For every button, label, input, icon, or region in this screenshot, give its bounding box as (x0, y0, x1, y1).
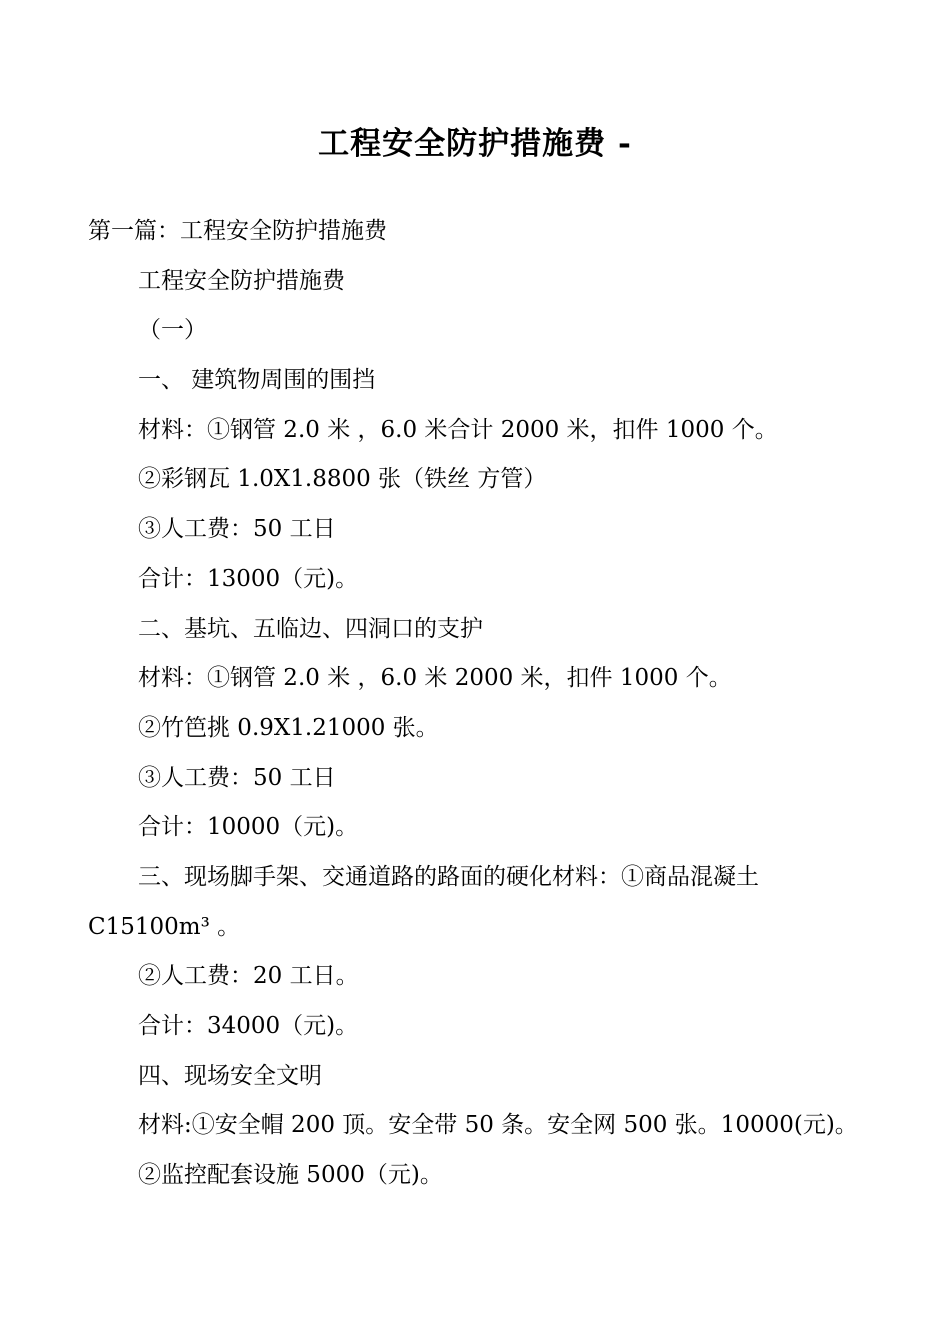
labor-line-3: ②人工费：20 工日。 (138, 963, 359, 990)
material-line-3: 材料：①钢管 2.0 米 ，6.0 米 2000 米，扣件 1000 个。 (138, 665, 732, 692)
item-heading-4: 四、现场安全文明 (138, 1062, 322, 1089)
equipment-line: ②监控配套设施 5000（元)。 (138, 1162, 443, 1189)
total-line-3: 合计：34000（元)。 (138, 1013, 359, 1039)
material-line-5: 材料:①安全帽 200 顶。安全带 50 条。安全网 500 张。10000(元)。 (138, 1112, 858, 1139)
chapter-heading: 第一篇：工程安全防护措施费 (88, 218, 387, 244)
document-body (88, 207, 868, 1201)
total-line-1: 合计：13000（元)。 (138, 565, 359, 592)
labor-line-2: ③人工费：50 工日 (138, 764, 336, 791)
material-line-2: ②彩钢瓦 1.0X1.8800 张（铁丝 方管） (138, 466, 547, 493)
item-heading-3-continued: C15100m³ 。 (88, 913, 241, 940)
total-line-2: 合计：10000（元)。 (138, 814, 359, 841)
material-line-4: ②竹笆挑 0.9X1.21000 张。 (138, 714, 439, 741)
item-heading-2: 二、基坑、五临边、四洞口的支护 (138, 615, 483, 642)
subsection-number: （一） (138, 317, 207, 344)
labor-line-1: ③人工费：50 工日 (138, 516, 336, 543)
section-heading: 工程安全防护措施费 (138, 267, 345, 294)
item-heading-3: 三、现场脚手架、交通道路的路面的硬化材料：①商品混凝土 (138, 863, 759, 890)
material-line-1: 材料：①钢管 2.0 米 ，6.0 米合计 2000 米，扣件 1000 个。 (138, 416, 778, 443)
item-heading-1: 一、 建筑物周围的围挡 (138, 367, 376, 394)
document-title: 工程安全防护措施费 - (318, 126, 632, 162)
